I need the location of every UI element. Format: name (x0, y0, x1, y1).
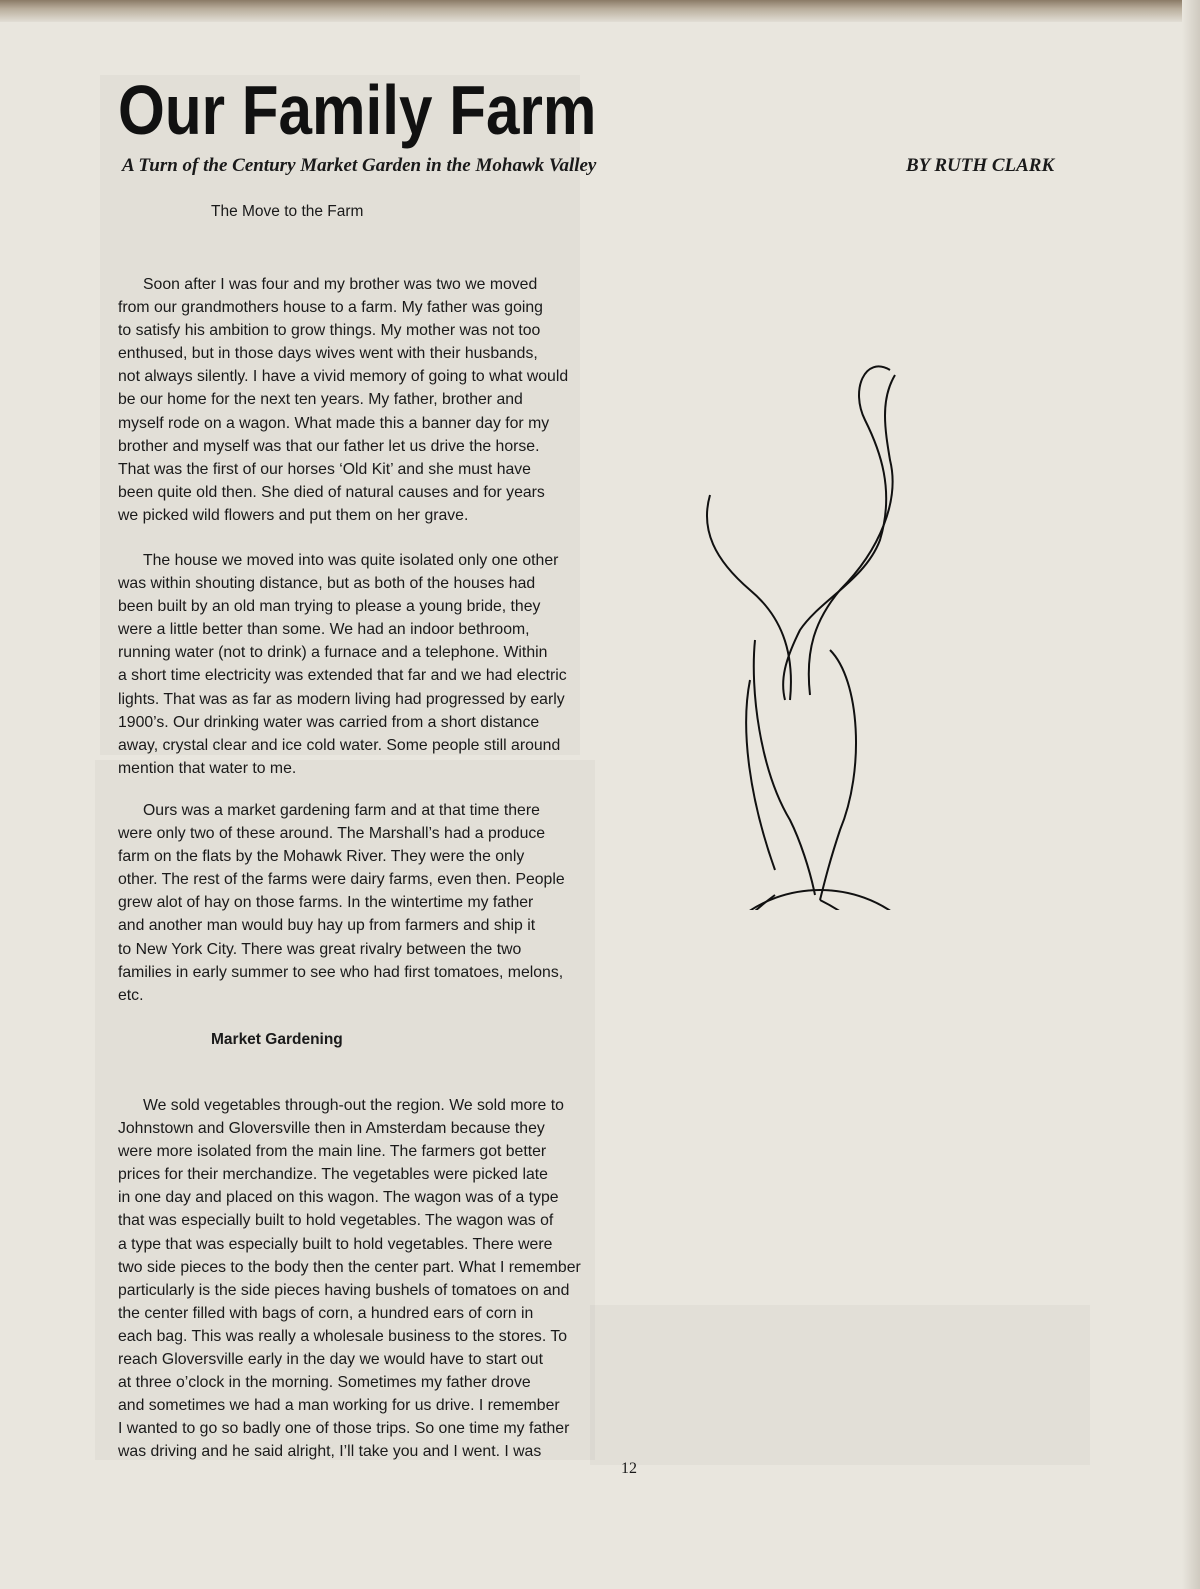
page-number: 12 (621, 1460, 637, 1477)
text-line: mention that water to me. (118, 759, 297, 777)
text-line: 1900’s. Our drinking water was carried from a short distance (118, 713, 540, 731)
text-line: been quite old then. She died of natural causes and for years (118, 483, 545, 501)
text-line: reach Gloversville early in the day we would have to start out (118, 1351, 543, 1369)
text-line: Johnstown and Gloversville then in Amsterdam because they (118, 1120, 545, 1138)
text-line: The house we moved into was quite isolated only one other (143, 552, 559, 569)
text-line: that was especially built to hold vegetables. The wagon was of (118, 1212, 554, 1230)
text-line: running water (not to drink) a furnace and a telephone. Within (118, 644, 548, 662)
text-line: Soon after I was four and my brother was two we moved (143, 276, 538, 293)
text-line: from our grandmothers house to a farm. My father was going (118, 299, 543, 317)
onion-illustration (680, 350, 980, 910)
text-line: myself rode on a wagon. What made this a banner day for my (118, 414, 550, 432)
paragraph-1 (118, 273, 618, 527)
text-line: two side pieces to the body then the center part. What I remember (118, 1258, 581, 1276)
section-heading-move: The Move to the Farm (211, 203, 364, 220)
text-line: particularly is the side pieces having bushels of tomatoes on and (118, 1281, 570, 1299)
text-line: was within shouting distance, but as both of the houses had (118, 575, 536, 593)
text-line: were more isolated from the main line. The farmers got better (118, 1143, 547, 1161)
text-line: be our home for the next ten years. My father, brother and (118, 391, 523, 409)
paragraph-2 (118, 549, 618, 780)
text-line: was driving and he said alright, I’ll take you and I went. I was (118, 1443, 542, 1461)
text-line: a type that was especially built to hold vegetables. There were (118, 1235, 553, 1253)
text-line: been built by an old man trying to please a young bride, they (118, 598, 541, 616)
text-line: lights. That was as far as modern living had progressed by early (118, 690, 565, 708)
paragraph-3 (118, 799, 618, 1007)
text-line: etc. (118, 986, 144, 1004)
text-line: families in early summer to see who had first tomatoes, melons, (118, 963, 564, 981)
text-line: other. The rest of the farms were dairy farms, even then. People (118, 871, 565, 889)
text-line: enthused, but in those days wives went with their husbands, (118, 345, 538, 363)
text-line: away, crystal clear and ice cold water. Some people still around (118, 736, 561, 754)
text-line: Ours was a market gardening farm and at that time there (143, 802, 540, 819)
text-line: farm on the flats by the Mohawk River. They were the only (118, 848, 525, 866)
text-line: in one day and placed on this wagon. The wagon was of a type (118, 1189, 559, 1207)
text-line: brother and myself was that our father let us drive the horse. (118, 437, 540, 455)
article-title: Our Family Farm (118, 71, 597, 149)
text-line: grew alot of hay on those farms. In the wintertime my father (118, 894, 534, 912)
text-line: at three o’clock in the morning. Sometimes my father drove (118, 1374, 531, 1392)
article-subtitle: A Turn of the Century Market Garden in the Mohawk Valley (122, 155, 597, 176)
text-line: prices for their merchandize. The vegetables were picked late (118, 1166, 548, 1184)
article-byline: BY RUTH CLARK (906, 155, 1055, 176)
text-line: to New York City. There was great rivalry between the two (118, 940, 522, 958)
text-line: I wanted to go so badly one of those trips. So one time my father (118, 1420, 570, 1438)
text-line: were a little better than some. We had an indoor bethroom, (118, 621, 530, 639)
text-line: and another man would buy hay up from farmers and ship it (118, 917, 536, 935)
text-line: the center filled with bags of corn, a hundred ears of corn in (118, 1304, 534, 1322)
bleed-through-ad-box (590, 1305, 1090, 1465)
text-line: to satisfy his ambition to grow things. My mother was not too (118, 322, 541, 340)
page-right-edge (1182, 0, 1200, 1589)
paragraph-4 (118, 1094, 618, 1464)
text-line: That was the first of our horses ‘Old Kit’ and she must have (118, 460, 531, 478)
text-line: were only two of these around. The Marshall’s had a produce (118, 825, 546, 843)
text-line: a short time electricity was extended that far and we had electric (118, 667, 567, 685)
section-heading-market: Market Gardening (211, 1031, 343, 1048)
text-line: and sometimes we had a man working for us drive. I remember (118, 1397, 560, 1415)
page-top-edge (0, 0, 1200, 22)
text-line: not always silently. I have a vivid memory of going to what would (118, 368, 569, 386)
text-line: each bag. This was really a wholesale business to the stores. To (118, 1327, 567, 1345)
text-line: we picked wild flowers and put them on her grave. (118, 506, 469, 524)
text-line: We sold vegetables through-out the region. We sold more to (143, 1097, 564, 1114)
